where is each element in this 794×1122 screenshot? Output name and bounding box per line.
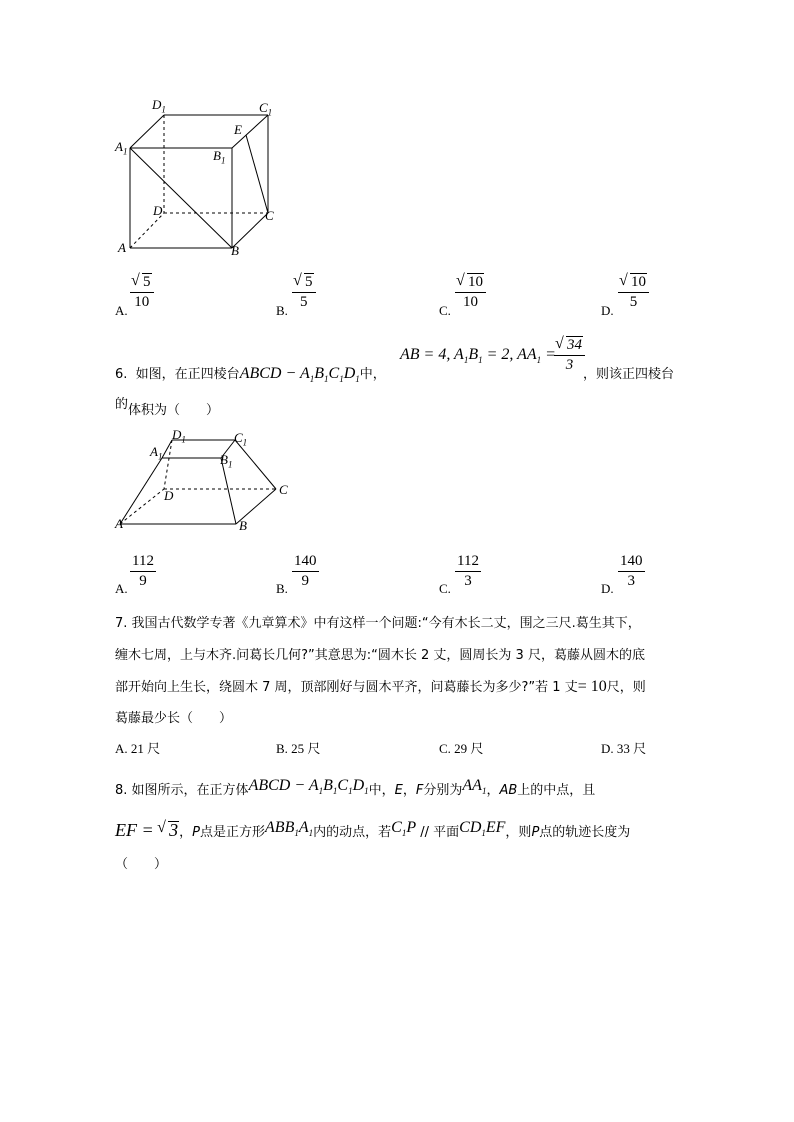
label-B1: $B_1$ [213, 148, 226, 166]
q5-option-d[interactable]: D. [601, 303, 614, 318]
q7-option-b[interactable]: B. 25 尺 [276, 741, 321, 756]
q5-option-b-value: √ $\frac{5}{5}$ [292, 273, 316, 311]
q6-option-b-value: $\frac{140}{9}$ [294, 553, 317, 589]
q7-option-d[interactable]: D. 33 尺 [601, 741, 647, 756]
cube-figure [110, 95, 290, 265]
label-A: A [118, 240, 126, 255]
label-C1: $C_1$ [259, 100, 273, 118]
q7-stem-line4: 葛藤最少长（ ） [115, 711, 233, 726]
label-frustum-B1: $B_1$ [220, 452, 233, 470]
label-frustum-C: C [279, 482, 288, 497]
q7-option-a[interactable]: A. 21 尺 [115, 741, 161, 756]
q5-option-c[interactable]: C. [439, 303, 451, 318]
q6-expr-frustum: ABCD − $A_1B_1C_1D_1$ [239, 365, 360, 385]
q7-option-c[interactable]: C. 29 尺 [439, 741, 484, 756]
q5-option-c-value: √ $\frac{10}{10}$ [455, 273, 486, 311]
label-D1: $D_1$ [152, 97, 166, 115]
label-B: B [231, 243, 239, 258]
label-frustum-D: D [164, 488, 174, 503]
q6-option-a-value: $\frac{112}{9}$ [132, 553, 154, 589]
q7-stem-line2: 缠木七周，上与木齐.问葛长几何?”其意思为:“圆木长 2 丈，圆周长为 3 尺，葛藤从圆木的底 [115, 648, 645, 663]
frustum-figure [110, 420, 295, 535]
q8-stem-line3: （ ） [115, 857, 168, 872]
label-frustum-B: B [239, 518, 247, 533]
label-A1: $A_1$ [115, 139, 128, 157]
q6-option-c-value: $\frac{112}{3}$ [457, 553, 479, 589]
label-C: C [265, 208, 274, 223]
q5-option-d-value: √ $\frac{10}{5}$ [618, 273, 649, 311]
q6-stem-line2: 的体积为（ ） [115, 397, 220, 418]
q6-option-d-value: $\frac{140}{3}$ [620, 553, 643, 589]
label-frustum-A1: $A_1$ [150, 444, 163, 462]
label-frustum-A: A [115, 516, 123, 531]
q6-stem-line1: 6. 如图，在正四棱台ABCD − $A_1B_1C_1D_1$中， [115, 365, 386, 385]
label-frustum-C1: $C_1$ [234, 430, 248, 448]
q8-stem-line1: 8. 如图所示，在正方体ABCD − $A_1B_1C_1D_1$中，E，F分别为$AA_1$，AB上的中点，且 [115, 777, 596, 798]
q6-option-b[interactable]: B. [276, 581, 288, 596]
q6-option-d[interactable]: D. [601, 581, 614, 596]
q7-stem-line1: 7. 我国古代数学专著《九章算术》中有这样一个问题:“今有木长二丈，围之三尺.葛生其下， [115, 616, 641, 631]
q6-stem-tail: ，则该正四棱台 [583, 367, 675, 382]
label-D: D [153, 203, 163, 218]
label-E: E [234, 122, 242, 137]
q8-stem-line2: EF = √ 3，P点是正方形$ABB_1A_1$内的动点，若$C_1P$ // 平面$CD_1EF$，则P点的轨迹长度为 [115, 820, 630, 842]
q7-stem-line3: 部开始向上生长，绕圆木 7 周，顶部刚好与圆木平齐，问葛藤长为多少?”若 1 丈= 10尺，则 [115, 678, 646, 695]
q5-option-a-value: √ $\frac{5}{10}$ [130, 273, 154, 311]
label-frustum-D1: $D_1$ [172, 427, 186, 445]
q5-option-a[interactable]: A. [115, 303, 128, 318]
q6-option-a[interactable]: A. [115, 581, 128, 596]
q5-option-b[interactable]: B. [276, 303, 288, 318]
q6-option-c[interactable]: C. [439, 581, 451, 596]
